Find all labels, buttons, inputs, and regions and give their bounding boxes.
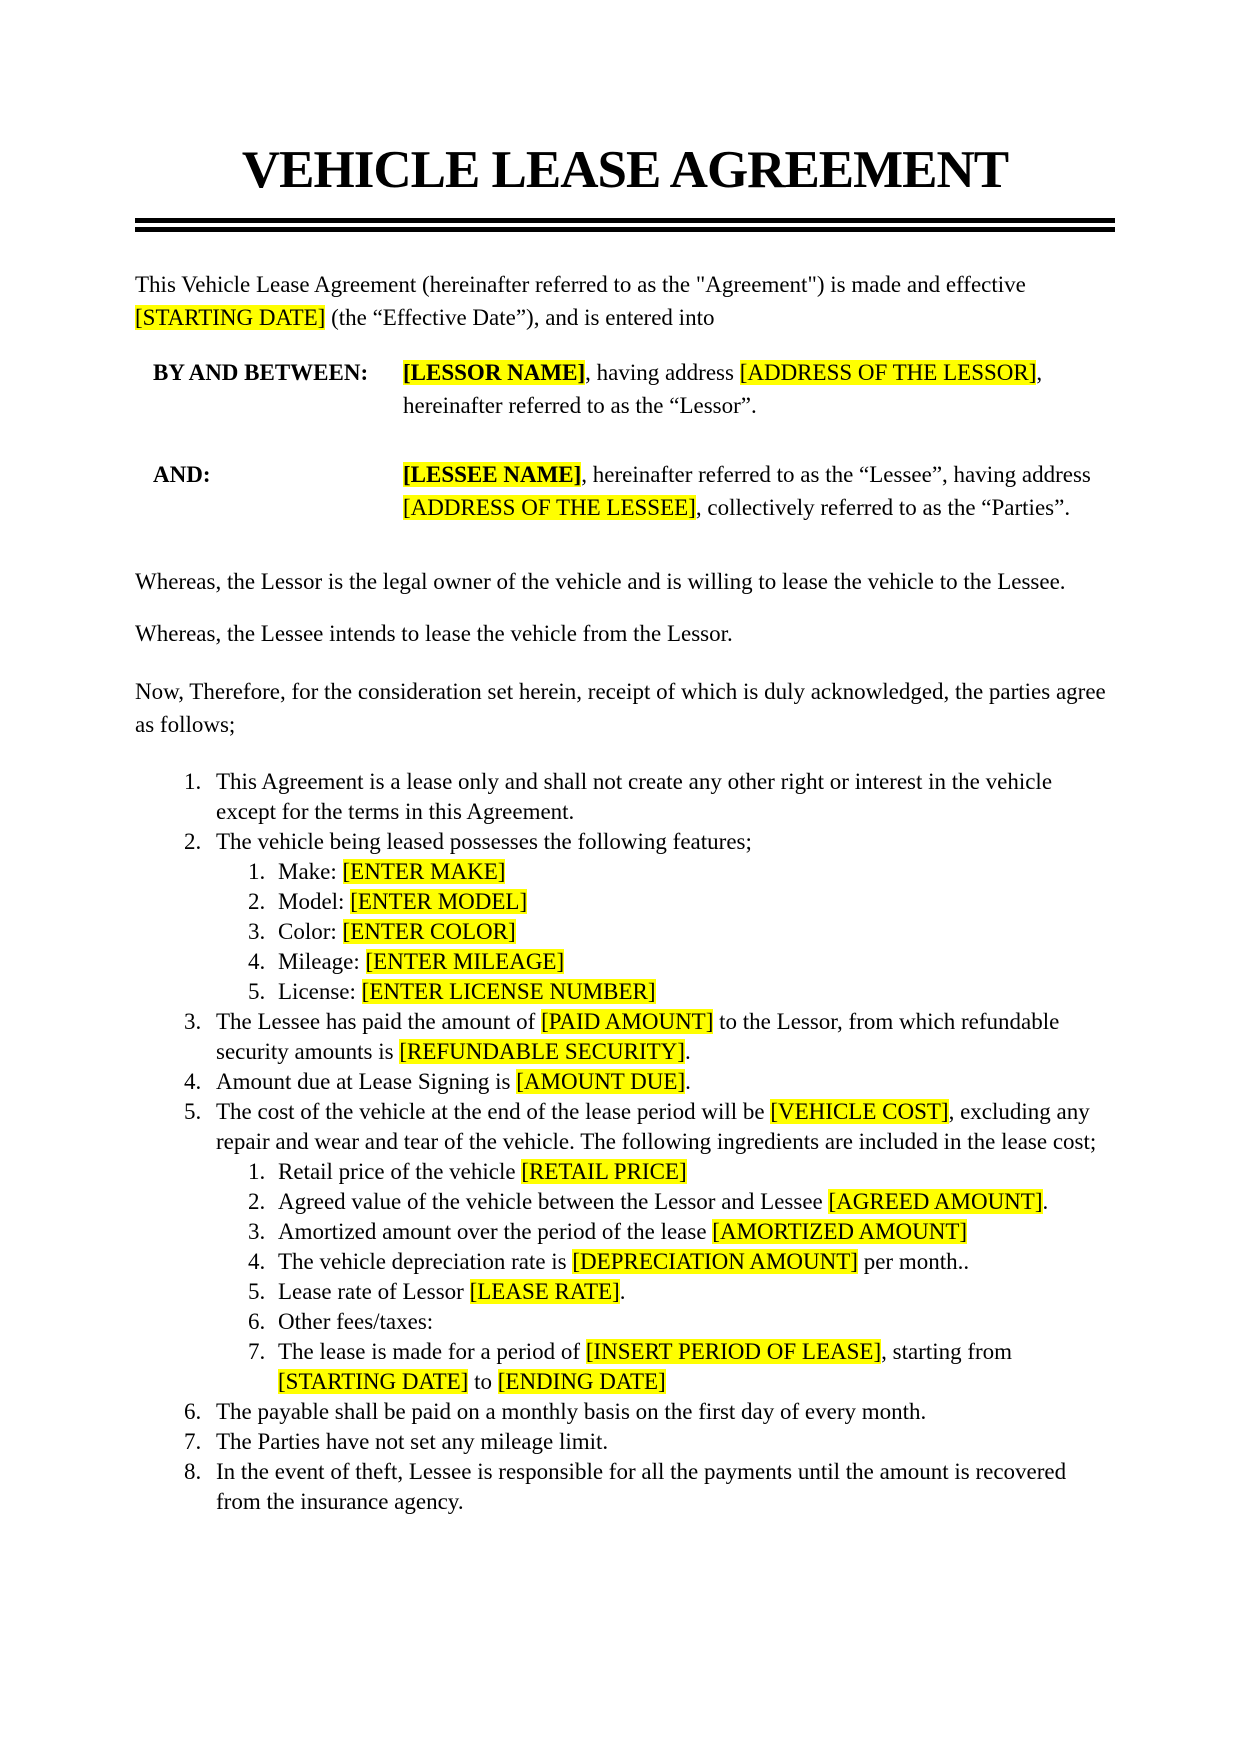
list-number: 6. <box>184 1399 202 1424</box>
term-item-8 <box>135 1457 1115 1517</box>
term-item-5-sub-7 <box>135 1337 1115 1397</box>
recital-lessee-intends: Whereas, the Lessee intends to lease the vehicle from the Lessor. <box>135 621 733 646</box>
recital-lessor-owner: Whereas, the Lessor is the legal owner of the vehicle and is willing to lease the vehicle to the Lessee. <box>135 569 1066 594</box>
document-title: VEHICLE LEASE AGREEMENT <box>241 141 1009 199</box>
term-text <box>278 1157 1115 1187</box>
list-number: 6. <box>248 1309 266 1334</box>
term-item-5-sub-2 <box>135 1187 1115 1217</box>
term-text <box>216 827 1115 857</box>
placeholder-field: [LEASE RATE] <box>469 1279 620 1304</box>
list-number: 7. <box>248 1339 266 1364</box>
text-segment: Agreed value of the vehicle between the Lessor and Lessee <box>278 1189 829 1214</box>
term-text <box>278 1247 1115 1277</box>
text-segment: Retail price of the vehicle <box>278 1159 522 1184</box>
placeholder-field: [INSERT PERIOD OF LEASE] <box>585 1339 882 1364</box>
list-number: 2. <box>248 889 266 914</box>
text-segment: , starting from <box>881 1339 1013 1364</box>
text-segment: The vehicle depreciation rate is <box>278 1249 573 1274</box>
placeholder-field: [ADDRESS OF THE LESSEE] <box>403 495 696 520</box>
text-segment: Model: <box>278 889 351 914</box>
term-item-6 <box>135 1397 1115 1427</box>
placeholder-field: [DEPRECIATION AMOUNT] <box>572 1249 858 1274</box>
placeholder-field: [LESSOR NAME] <box>403 360 586 385</box>
term-text <box>278 1187 1115 1217</box>
list-number: 1. <box>184 769 202 794</box>
text-segment: The vehicle being leased possesses the following features; <box>216 829 752 854</box>
party-content-lessee <box>403 458 1115 524</box>
recital-now-therefore: Now, Therefore, for the consideration set herein, receipt of which is duly acknowledged, the parties agree as follows; <box>135 679 1106 737</box>
placeholder-field: [ENTER LICENSE NUMBER] <box>361 979 656 1004</box>
intro-paragraph <box>135 268 1115 334</box>
term-item-7 <box>135 1427 1115 1457</box>
text-segment: . <box>1042 1189 1049 1214</box>
text-segment: Lease rate of Lessor <box>278 1279 470 1304</box>
list-number: 4. <box>248 949 266 974</box>
list-number: 1. <box>248 859 266 884</box>
placeholder-field: [STARTING DATE] <box>278 1369 469 1394</box>
term-item-2-sub-5 <box>135 977 1115 1007</box>
text-segment: Mileage: <box>278 949 366 974</box>
text-segment: Make: <box>278 859 343 884</box>
text-segment: The Lessee has paid the amount of <box>216 1009 542 1034</box>
placeholder-field: [ENTER MODEL] <box>350 889 528 914</box>
placeholder-field: [AGREED AMOUNT] <box>828 1189 1043 1214</box>
text-segment: The Parties have not set any mileage limit. <box>216 1429 609 1454</box>
term-item-4 <box>135 1067 1115 1097</box>
placeholder-field: [ADDRESS OF THE LESSOR] <box>739 360 1037 385</box>
term-item-1 <box>135 767 1115 827</box>
text-segment: The cost of the vehicle at the end of the lease period will be <box>216 1099 771 1124</box>
term-item-5-sub-5 <box>135 1277 1115 1307</box>
text-segment: , having address <box>585 360 740 385</box>
term-text <box>216 1427 1115 1457</box>
placeholder-field: [LESSEE NAME] <box>403 462 582 487</box>
placeholder-field: [ENTER MAKE] <box>342 859 506 884</box>
text-segment: The payable shall be paid on a monthly basis on the first day of every month. <box>216 1399 927 1424</box>
list-number: 5. <box>184 1099 202 1124</box>
text-segment: to <box>468 1369 498 1394</box>
list-number: 3. <box>248 1219 266 1244</box>
term-text <box>216 767 1115 827</box>
terms-list <box>135 767 1115 1517</box>
placeholder-field: [REFUNDABLE SECURITY] <box>399 1039 685 1064</box>
term-item-2-sub-3 <box>135 917 1115 947</box>
term-item-5 <box>135 1097 1115 1157</box>
list-number: 1. <box>248 1159 266 1184</box>
title-divider <box>135 218 1115 232</box>
text-segment: Amount due at Lease Signing is <box>216 1069 517 1094</box>
text-segment: , collectively referred to as the “Parties”. <box>695 495 1071 520</box>
term-text <box>278 1277 1115 1307</box>
term-text <box>216 1397 1115 1427</box>
list-number: 5. <box>248 979 266 1004</box>
placeholder-field: [ENDING DATE] <box>497 1369 666 1394</box>
term-text <box>278 917 1115 947</box>
term-item-5-sub-4 <box>135 1247 1115 1277</box>
term-text <box>216 1097 1115 1157</box>
text-segment: License: <box>278 979 362 1004</box>
placeholder-field: [PAID AMOUNT] <box>541 1009 714 1034</box>
term-text <box>278 1337 1115 1397</box>
placeholder-field: [ENTER MILEAGE] <box>365 949 565 974</box>
party-label-by-and-between: BY AND BETWEEN: <box>153 360 369 385</box>
term-item-5-sub-1 <box>135 1157 1115 1187</box>
term-text <box>278 1217 1115 1247</box>
placeholder-field: [AMORTIZED AMOUNT] <box>712 1219 968 1244</box>
term-item-2-sub-4 <box>135 947 1115 977</box>
placeholder-field: [RETAIL PRICE] <box>521 1159 687 1184</box>
party-row-lessee <box>135 458 1115 524</box>
list-number: 4. <box>184 1069 202 1094</box>
text-segment: , hereinafter referred to as the “Lessor”. <box>403 360 1043 418</box>
list-number: 8. <box>184 1459 202 1484</box>
term-item-5-sub-3 <box>135 1217 1115 1247</box>
placeholder-field: [VEHICLE COST] <box>770 1099 949 1124</box>
list-number: 7. <box>184 1429 202 1454</box>
list-number: 4. <box>248 1249 266 1274</box>
term-item-2 <box>135 827 1115 857</box>
party-label-and: AND: <box>153 462 211 487</box>
term-item-2-sub-2 <box>135 887 1115 917</box>
list-number: 5. <box>248 1279 266 1304</box>
text-segment: This Agreement is a lease only and shall not create any other right or interest in the vehicle except for the terms in this Agreement. <box>216 769 1053 824</box>
term-text <box>278 1307 1115 1337</box>
text-segment: Amortized amount over the period of the lease <box>278 1219 713 1244</box>
term-text <box>278 887 1115 917</box>
text-segment: . <box>685 1069 691 1094</box>
list-number: 2. <box>184 829 202 854</box>
text-segment: , excluding any repair and wear and tear of the vehicle. The following ingredients are included in the lease cost; <box>216 1099 1097 1154</box>
divider-line-bottom <box>135 227 1115 232</box>
term-item-3 <box>135 1007 1115 1067</box>
divider-line-top <box>135 218 1115 223</box>
term-text <box>278 947 1115 977</box>
text-segment: . <box>684 1039 691 1064</box>
text-segment: . <box>619 1279 626 1304</box>
party-content-lessor <box>403 356 1115 422</box>
text-segment: In the event of theft, Lessee is responsible for all the payments until the amount is recovered from the insurance agency. <box>216 1459 1067 1514</box>
list-number: 2. <box>248 1189 266 1214</box>
term-item-2-sub-1 <box>135 857 1115 887</box>
text-segment: The lease is made for a period of <box>278 1339 586 1364</box>
list-number: 3. <box>248 919 266 944</box>
term-text <box>216 1007 1115 1067</box>
text-segment: per month.. <box>857 1249 970 1274</box>
text-segment: , hereinafter referred to as the “Lessee”, having address <box>581 462 1091 487</box>
term-item-5-sub-6 <box>135 1307 1115 1337</box>
term-text <box>216 1457 1115 1517</box>
text-segment: Other fees/taxes: <box>278 1309 434 1334</box>
text-segment: to the Lessor, from which refundable security amounts is <box>216 1009 1060 1064</box>
text-segment: Color: <box>278 919 343 944</box>
term-text <box>216 1067 1115 1097</box>
text-segment: This Vehicle Lease Agreement (hereinafter referred to as the "Agreement") is made and effective <box>135 272 1026 297</box>
text-segment: (the “Effective Date”), and is entered into <box>325 305 715 330</box>
term-text <box>278 977 1115 1007</box>
placeholder-field: [ENTER COLOR] <box>342 919 516 944</box>
list-number: 3. <box>184 1009 202 1034</box>
placeholder-field: [AMOUNT DUE] <box>516 1069 686 1094</box>
party-row-lessor <box>135 356 1115 422</box>
placeholder-field: [STARTING DATE] <box>135 305 326 330</box>
term-text <box>278 857 1115 887</box>
